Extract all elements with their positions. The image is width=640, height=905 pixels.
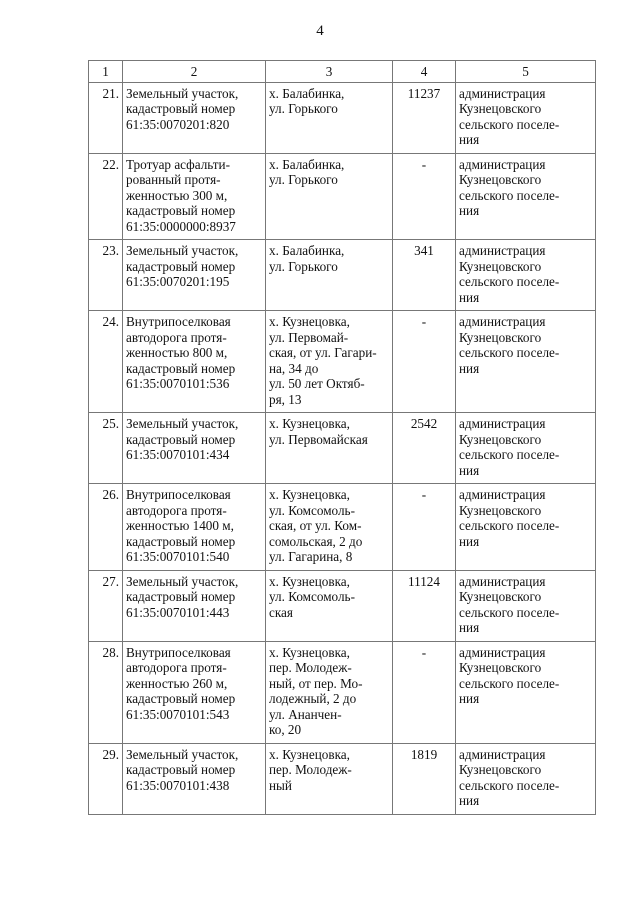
object-name: Земельный участок, кадастровый номер 61:35:0070201:195 — [123, 240, 266, 311]
table-header-row — [89, 61, 596, 83]
object-area: 341 — [393, 240, 456, 311]
row-number: 26. — [89, 484, 123, 571]
property-registry-table — [88, 60, 596, 815]
object-owner: администрация Кузнецовского сельского поселе- ния — [456, 413, 596, 484]
table-row — [89, 641, 596, 743]
table-row — [89, 82, 596, 153]
column-header-2: 2 — [123, 61, 266, 83]
object-name: Тротуар асфальти- рованный протя- женностью 300 м, кадастровый номер 61:35:0000000:8937 — [123, 153, 266, 240]
object-name: Внутрипоселковая автодорога протя- женностью 260 м, кадастровый номер 61:35:0070101:543 — [123, 641, 266, 743]
object-area: 1819 — [393, 743, 456, 814]
object-address: х. Балабинка, ул. Горького — [266, 240, 393, 311]
table-row — [89, 240, 596, 311]
object-name: Земельный участок, кадастровый номер 61:35:0070201:820 — [123, 82, 266, 153]
object-owner: администрация Кузнецовского сельского поселе- ния — [456, 743, 596, 814]
object-area: 11124 — [393, 570, 456, 641]
row-number: 21. — [89, 82, 123, 153]
row-number: 24. — [89, 311, 123, 413]
column-header-1: 1 — [89, 61, 123, 83]
page-number: 4 — [316, 23, 324, 39]
object-area: 11237 — [393, 82, 456, 153]
object-area: - — [393, 153, 456, 240]
table-row — [89, 311, 596, 413]
object-area: - — [393, 311, 456, 413]
object-area: - — [393, 484, 456, 571]
object-area: - — [393, 641, 456, 743]
object-address: х. Кузнецовка, ул. Первомай- ская, от ул. Гагари- на, 34 до ул. 50 лет Октяб- ря, 13 — [266, 311, 393, 413]
object-owner: администрация Кузнецовского сельского поселе- ния — [456, 82, 596, 153]
table-row — [89, 570, 596, 641]
object-owner: администрация Кузнецовского сельского поселе- ния — [456, 240, 596, 311]
row-number: 29. — [89, 743, 123, 814]
column-header-4: 4 — [393, 61, 456, 83]
column-header-5: 5 — [456, 61, 596, 83]
row-number: 28. — [89, 641, 123, 743]
row-number: 23. — [89, 240, 123, 311]
object-name: Земельный участок, кадастровый номер 61:35:0070101:434 — [123, 413, 266, 484]
object-address: х. Кузнецовка, ул. Комсомоль- ская, от ул. Ком- сомольская, 2 до ул. Гагарина, 8 — [266, 484, 393, 571]
object-name: Внутрипоселковая автодорога протя- женностью 800 м, кадастровый номер 61:35:0070101:536 — [123, 311, 266, 413]
row-number: 22. — [89, 153, 123, 240]
object-owner: администрация Кузнецовского сельского поселе- ния — [456, 311, 596, 413]
object-address: х. Балабинка, ул. Горького — [266, 82, 393, 153]
table-row — [89, 743, 596, 814]
table-row — [89, 153, 596, 240]
object-name: Внутрипоселковая автодорога протя- женностью 1400 м, кадастровый номер 61:35:0070101:540 — [123, 484, 266, 571]
object-owner: администрация Кузнецовского сельского поселе- ния — [456, 153, 596, 240]
object-address: х. Кузнецовка, ул. Первомайская — [266, 413, 393, 484]
table-row — [89, 484, 596, 571]
row-number: 25. — [89, 413, 123, 484]
object-address: х. Кузнецовка, пер. Молодеж- ный, от пер. Мо- лодежный, 2 до ул. Ананчен- ко, 20 — [266, 641, 393, 743]
table-row — [89, 413, 596, 484]
object-name: Земельный участок, кадастровый номер 61:35:0070101:443 — [123, 570, 266, 641]
object-owner: администрация Кузнецовского сельского поселе- ния — [456, 484, 596, 571]
row-number: 27. — [89, 570, 123, 641]
object-area: 2542 — [393, 413, 456, 484]
object-name: Земельный участок, кадастровый номер 61:35:0070101:438 — [123, 743, 266, 814]
object-address: х. Кузнецовка, ул. Комсомоль- ская — [266, 570, 393, 641]
object-address: х. Кузнецовка, пер. Молодеж- ный — [266, 743, 393, 814]
object-address: х. Балабинка, ул. Горького — [266, 153, 393, 240]
object-owner: администрация Кузнецовского сельского поселе- ния — [456, 641, 596, 743]
column-header-3: 3 — [266, 61, 393, 83]
object-owner: администрация Кузнецовского сельского поселе- ния — [456, 570, 596, 641]
